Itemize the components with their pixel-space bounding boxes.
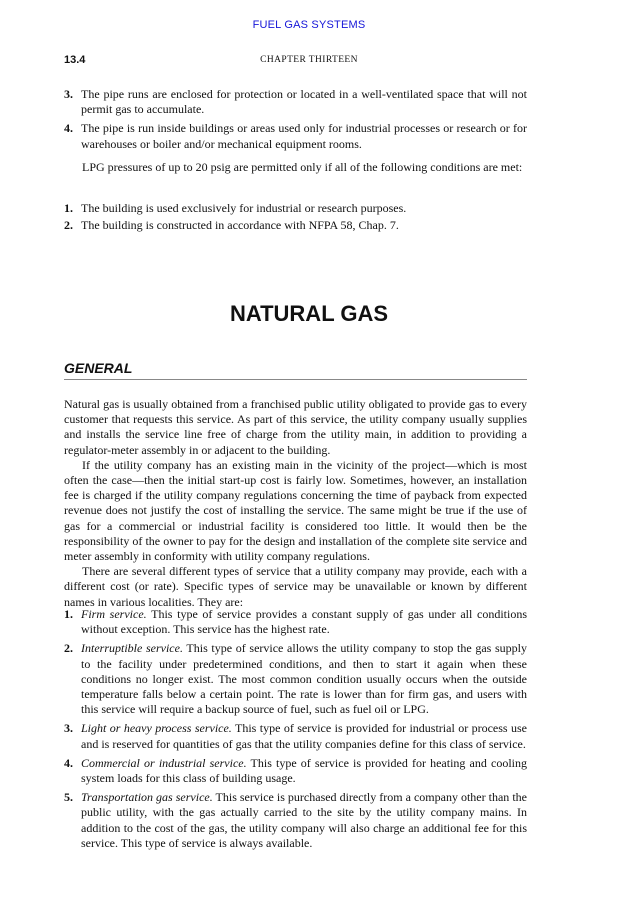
list-item (64, 607, 527, 637)
list-term: Firm service. (81, 607, 147, 621)
list-text: This type of service provides a constant supply of gas under all conditions without exception. This service has the highest rate. (81, 607, 527, 637)
list-text: The pipe is run inside buildings or areas used only for industrial processes or research or for warehouses or boiler and/or mechanical equipment rooms. (81, 121, 527, 151)
lpg-paragraph-block (64, 160, 527, 175)
list-text: The building is constructed in accordance with NFPA 58, Chap. 7. (81, 218, 399, 233)
list-item (64, 121, 527, 151)
lpg-paragraph: LPG pressures of up to 20 psig are permitted only if all of the following conditions are met: (82, 160, 523, 174)
list-number: 2. (64, 218, 73, 233)
body-paragraph: If the utility company has an existing main in the vicinity of the project—which is most often the case—then the initial start-up cost is fairly low. Sometimes, however, an installation fee is charged if the utility company regulations concerning the time of payback from expected revenue does not justify the cost of installing the service. The same might be true if the use of gas for a commercial or industrial facility is considered too little. It would then be the responsibility of the owner to pay for the design and installation of the complete site service and meter assembly in conformity with utility company regulations. (64, 457, 527, 564)
list-item (64, 756, 527, 786)
divider (64, 379, 527, 380)
page-number: 13.4 (64, 54, 86, 66)
list-term: Light or heavy process service. (81, 721, 232, 736)
list-item (64, 201, 527, 216)
list-text: This service is purchased directly from a company other than the public utility, with the gas actually carried to the site by the utility company mains. In addition to the cost of the gas, the utility company will also charge an additional fee for this service. This type of service is always available. (81, 790, 527, 850)
list-term: Transportation gas service. (81, 790, 213, 805)
list-number: 4. (64, 755, 73, 770)
list-text: This type of service is provided for heating and cooling system loads for this class of building usage. (81, 755, 527, 786)
list-text: This type of service allows the utility company to stop the gas supply to the facility under predetermined conditions, and then to start it again when these conditions no longer exist. The most common condition usually occurs when the outside temperature falls below a certain point. The rate is lower than for firm gas, and users with this service will require a backup source of fuel, such as fuel oil or LPG. (81, 641, 527, 717)
list-item (64, 218, 527, 233)
list-text: This type of service is provided for industrial or process use and is reserved for quantities of gas that the utility companies define for this class of service. (81, 721, 527, 751)
subsection-title: GENERAL (64, 360, 133, 376)
chapter-heading: CHAPTER THIRTEEN (260, 55, 358, 65)
body-paragraph: There are several different types of service that a utility company may provide, each with a different cost (or rate). Specific types of service may be unavailable or known by different names in various localities. They are: (64, 564, 527, 609)
list-number: 1. (64, 607, 73, 621)
section-title: NATURAL GAS (229, 301, 389, 326)
list-term: Interruptible service. (81, 641, 183, 656)
body-paragraphs (64, 397, 527, 610)
body-paragraph: Natural gas is usually obtained from a franchised public utility obligated to provide gas to every customer that requests this service. As part of this service, the utility company usually supplies and installs the service line free of charge from the utility main, in addition to providing a regulator-meter assembly in or adjacent to the building. (64, 397, 527, 457)
list-text: The building is used exclusively for industrial or research purposes. (81, 201, 407, 215)
list-item (64, 87, 527, 117)
list-number: 3. (64, 721, 73, 736)
list-item (64, 790, 527, 851)
list-item (64, 641, 527, 717)
list-item (64, 721, 527, 751)
list-term: Commercial or industrial service. (81, 755, 247, 770)
list-number: 1. (64, 201, 73, 215)
list-number: 5. (64, 790, 73, 805)
running-head: FUEL GAS SYSTEMS (252, 19, 366, 31)
list-text: The pipe runs are enclosed for protection or located in a well-ventilated space that will not permit gas to accumulate. (81, 87, 527, 117)
list-number: 4. (64, 121, 73, 136)
service-types-list (64, 607, 527, 855)
conditions-list (64, 201, 527, 237)
top-list (64, 87, 527, 156)
list-number: 2. (64, 641, 73, 656)
list-number: 3. (64, 87, 73, 101)
